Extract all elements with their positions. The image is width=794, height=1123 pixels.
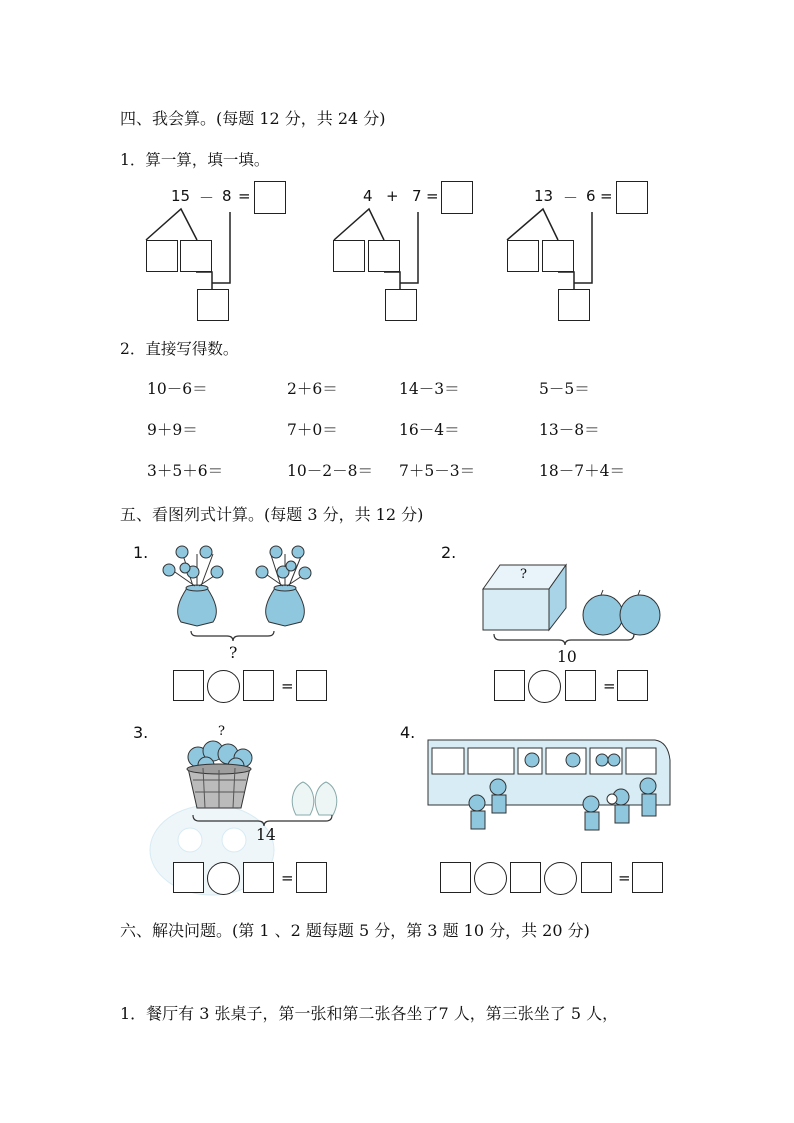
split-2-op: + [386,187,399,205]
split-3-a: 13 [534,187,554,205]
split-3-b: 6 [586,187,596,205]
problem-3-number: 3. [133,723,149,742]
problem-4-box-1[interactable] [440,862,471,893]
problem-4-operator-circle-1[interactable] [474,862,507,895]
problem-2-brace-label: 10 [557,648,577,666]
question-1-title: 1．算一算，填一填。 [120,151,270,169]
split-3-eq: = [600,187,613,205]
section-5-heading: 五、看图列式计算。(每题 3 分，共 12 分) [120,505,424,524]
split-2-eq: = [426,187,439,205]
problem-3-equals: = [281,869,294,887]
problem-1-equals: = [281,677,294,695]
question-2-title: 2．直接写得数。 [120,340,239,358]
calc-item: 7＋5－3＝ [399,462,476,480]
problem-4-equals: = [618,869,631,887]
split-1-op: － [199,189,215,207]
calc-item: 5－5＝ [539,380,590,398]
calc-item: 7＋0＝ [287,421,338,439]
calc-item: 2＋6＝ [287,380,338,398]
split-1-a: 15 [171,187,191,205]
split-1-eq: = [238,187,251,205]
problem-1-brace-label: ? [229,644,238,662]
split-3-op: － [563,189,579,207]
bus [428,740,670,805]
calc-item: 13－8＝ [539,421,600,439]
section-6-question-1: 1．餐厅有 3 张桌子，第一张和第二张各坐了7 人，第三张坐了 5 人， [120,1004,619,1023]
calc-item: 14－3＝ [399,380,460,398]
problem-4-box-2[interactable] [510,862,541,893]
problem-2-box-mark: ? [520,567,527,582]
section-6-heading: 六、解决问题。(第 1 、2 题每题 5 分，第 3 题 10 分，共 20 分) [120,921,590,940]
problem-3-basket-mark: ? [218,724,225,739]
section-4-heading: 四、我会算。(每题 12 分，共 24 分) [120,109,386,128]
calc-item: 10－2－8＝ [287,462,373,480]
problem-2-number: 2. [441,543,457,562]
problem-4-number: 4. [400,723,416,742]
problem-1-number: 1. [133,543,149,562]
calc-item: 10－6＝ [147,380,208,398]
problem-3-brace-label: 14 [256,826,276,844]
split-2-b: 7 [412,187,422,205]
calc-item: 16－4＝ [399,421,460,439]
problem-2-equals: = [603,677,616,695]
calc-item: 18－7＋4＝ [539,462,625,480]
calc-item: 9＋9＝ [147,421,198,439]
calc-item: 3＋5＋6＝ [147,462,224,480]
split-1-b: 8 [222,187,232,205]
problem-4-operator-circle-2[interactable] [544,862,577,895]
problem-4-box-3[interactable] [581,862,612,893]
split-2-a: 4 [363,187,373,205]
problem-4-answer-box[interactable] [632,862,663,893]
